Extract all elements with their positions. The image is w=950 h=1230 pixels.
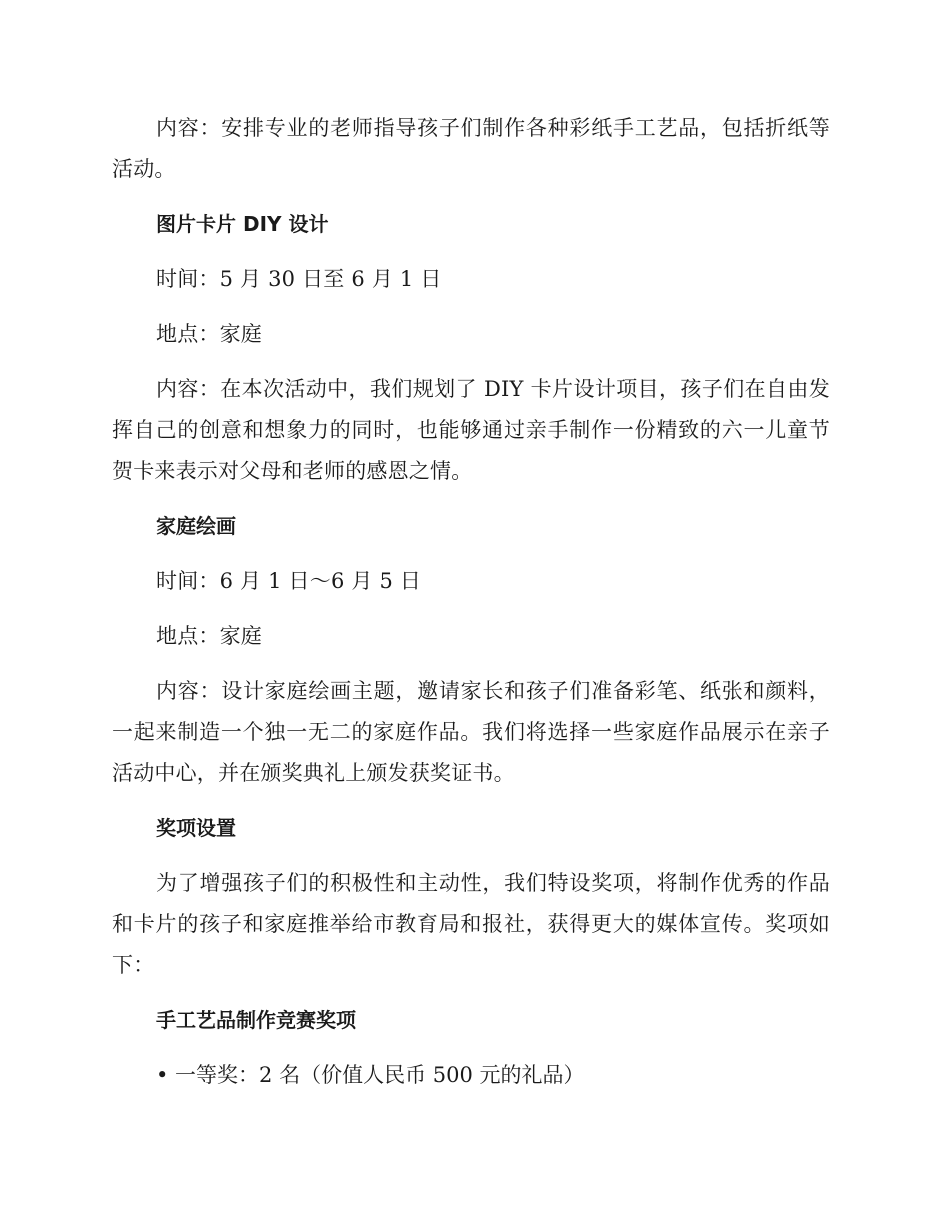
painting-place-text: 地点：家庭 — [156, 624, 262, 648]
first-prize-item: • 一等奖：2 名（价值人民币 500 元的礼品） — [156, 1063, 585, 1087]
craft-awards-heading: 手工艺品制作竞赛奖项 — [156, 1008, 356, 1032]
painting-content-paragraph: 内容：设计家庭绘画主题，邀请家长和孩子们准备彩笔、纸张和颜料，一起来制造一个独一无二的家庭作品。我们将选择一些家庭作品展示在亲子活动中心，并在颁奖典礼上颁发获奖证书。 — [112, 679, 830, 785]
card-diy-heading: 图片卡片 DIY 设计 — [156, 212, 329, 236]
craft-content-paragraph: 内容：安排专业的老师指导孩子们制作各种彩纸手工艺品，包括折纸等活动。 — [112, 116, 830, 181]
awards-content-paragraph: 为了增强孩子们的积极性和主动性，我们特设奖项，将制作优秀的作品和卡片的孩子和家庭推举给市教育局和报社，获得更大的媒体宣传。奖项如下： — [112, 871, 830, 977]
card-time-text: 时间：5 月 30 日至 6 月 1 日 — [156, 267, 442, 291]
card-content-paragraph: 内容：在本次活动中，我们规划了 DIY 卡片设计项目，孩子们在自由发挥自己的创意和想象力的同时，也能够通过亲手制作一份精致的六一儿童节贺卡来表示对父母和老师的感恩之情。 — [112, 377, 830, 483]
family-painting-heading: 家庭绘画 — [156, 514, 236, 538]
painting-time-text: 时间：6 月 1 日～6 月 5 日 — [156, 569, 422, 593]
document-page — [112, 108, 830, 1096]
card-place-text: 地点：家庭 — [156, 322, 262, 346]
awards-heading: 奖项设置 — [156, 816, 236, 840]
